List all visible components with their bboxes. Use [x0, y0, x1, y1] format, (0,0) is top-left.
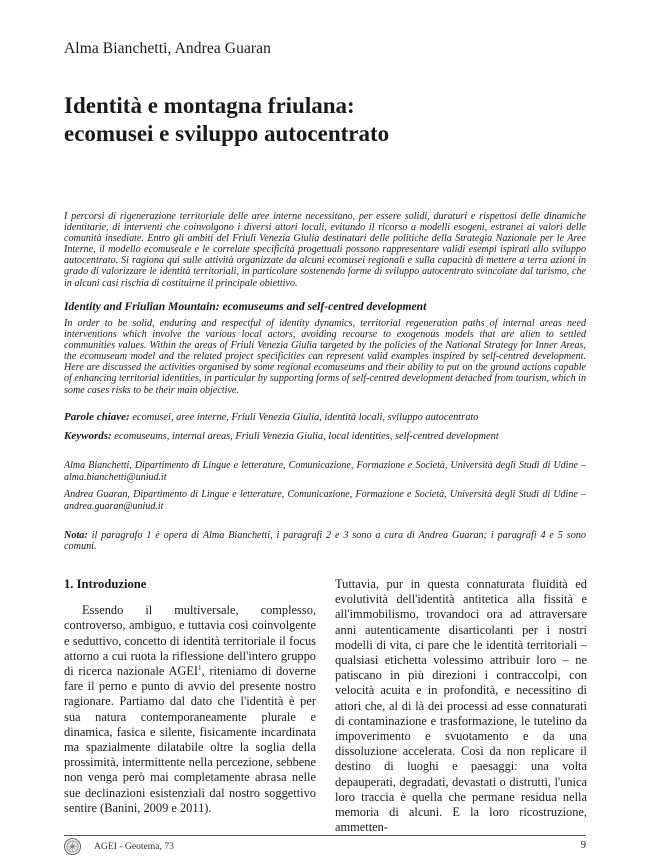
- page-number: 9: [580, 840, 586, 851]
- affiliation-bianchetti: Alma Bianchetti, Dipartimento di Lingue e letterature, Comunicazione, Formazione e Società, Università degli Studi di Udine – alma.bianchetti@uniud.it: [64, 460, 586, 483]
- keywords-italian-label: Parole chiave:: [64, 411, 130, 423]
- keywords-italian-text: ecomusei, aree interne, Friuli Venezia Giulia, identità locali, sviluppo autocentrato: [129, 412, 479, 423]
- note-text: il paragrafo 1 è opera di Alma Bianchetti, i paragrafi 2 e 3 sono a cura di Andrea Guaran; i paragrafi 4 e 5 sono comuni.: [64, 530, 586, 553]
- title-line-2: ecomusei e sviluppo autocentrato: [64, 121, 390, 146]
- keywords-english-label: Keywords:: [64, 430, 112, 442]
- intro-paragraph: [64, 603, 316, 816]
- article-title: [64, 92, 584, 148]
- continuation-paragraph: Tuttavia, pur in questa connaturata fluidità ed evolutività dell'identità antitetica alla fissità e all'immobilismo, trovandoci ora ad attraversare anni autenticamente disarticolanti per i nostri modelli di vita, ci pare che le identità territoriali – qualsiasi etichetta volessimo attribuir loro – ne patiscano in più direzioni i contraccolpi, con velocità acuita e in profondità, e necessitino di attori che, al di là dei processi ad esse connaturati di contaminazione e trasformazione, le tutelino da impoverimento e svuotamento e da una dissoluzione accelerata. Così da non replicare il destino di luoghi e paesaggi: una volta depauperati, degradati, devastati o distrutti, l'unica loro traccia è quella che permane residua nella memoria di alcuni. E la loro ricostruzione, ammetten-: [335, 577, 587, 835]
- keywords-italian: [64, 412, 586, 423]
- intro-text-part1: Essendo il multiversale, complesso, controverso, ambiguo, e tuttavia così coinvolgente e seduttivo, concetto di identità territoriale il focus attorno a cui ruota la riflessione dell'intero gruppo di ricerca nazionale AGEI: [64, 603, 316, 679]
- footer-journal: AGEI - Geotema, 73: [94, 841, 174, 852]
- footer-divider: [64, 835, 586, 836]
- article-authors: Alma Bianchetti, Andrea Guaran: [64, 40, 272, 57]
- section-heading: 1. Introduzione: [64, 577, 147, 591]
- affiliation-guaran: Andrea Guaran, Dipartimento di Lingue e letterature, Comunicazione, Formazione e Società, Università degli Studi di Udine – andrea.guaran@uniud.it: [64, 489, 586, 512]
- abstract-english: In order to be solid, enduring and respectful of identity dynamics, territorial regeneration paths of internal areas need interventions which involve the various local actors, avoiding recourse to exogenous models that are alien to settled communities values. Within the areas of Friuli Venezia Giulia targeted by the policies of the National Strategy for Inner Areas, the ecomuseum model and the related project specificities can represent valid examples inspired by self-centred development. Here are discussed the activities organised by some regional ecomuseums and their ability to put on the ground actions capable of enhancing territorial identities, in particular by supporting forms of self-centred development detached from tourism, which in some cases risks to be their main objective.: [64, 318, 586, 396]
- authorship-note: [64, 530, 586, 552]
- english-abstract-heading: Identity and Friulian Mountain: ecomuseums and self-centred development: [64, 300, 427, 313]
- title-line-1: Identità e montagna friulana:: [64, 93, 355, 118]
- footnote-marker[interactable]: 1: [198, 663, 202, 672]
- keywords-english-text: ecomuseums, internal areas, Friuli Venezia Giulia, local identities, self-centred development: [111, 431, 499, 442]
- agei-seal-icon: [64, 838, 81, 855]
- abstract-italian: I percorsi di rigenerazione territoriale delle aree interne necessitano, per essere solidi, duraturi e rispettosi delle dinamiche identitarie, di interventi che coinvolgono i diversi attori locali, evitando il ricorso a modelli esogeni, estranei ai valori delle comunità insediate. Entro gli ambiti del Friuli Venezia Giulia destinatari delle politiche della Strategia Nazionale per le Aree Interne, il modello ecomuseale e le correlate specificità progettuali possono rappresentare validi esempi ispirati allo sviluppo autocentrato. Si ragiona qui sulle attività organizzate da alcuni ecomusei regionali e sulla capacità di mettere a terra azioni in grado di valorizzare le identità territoriali, in particolare sostenendo forme di sviluppo autocentrato svincolate dal turismo, che in alcuni casi rischia di costituirne il principale obiettivo.: [64, 211, 586, 289]
- body-column-right: [335, 577, 587, 835]
- body-column-left: [64, 577, 316, 816]
- intro-text-part2: , riteniamo di doverne fare il perno e punto di avvio del presente nostro ragionare. Partiamo dal dato che l'identità è per sua natura contemporaneamente plurale e dinamica, fasica e silente, fisicamente incardinata ma spazialmente dilatabile oltre la soglia della prossimità, intermittente nella percezione, sebbene non venga però mai completamente abrasa nelle sue declinazioni esistenziali dal nostro soggettivo sentire (Banini, 2009 e 2011).: [64, 664, 316, 815]
- note-label: Nota:: [64, 530, 88, 541]
- keywords-english: [64, 431, 586, 442]
